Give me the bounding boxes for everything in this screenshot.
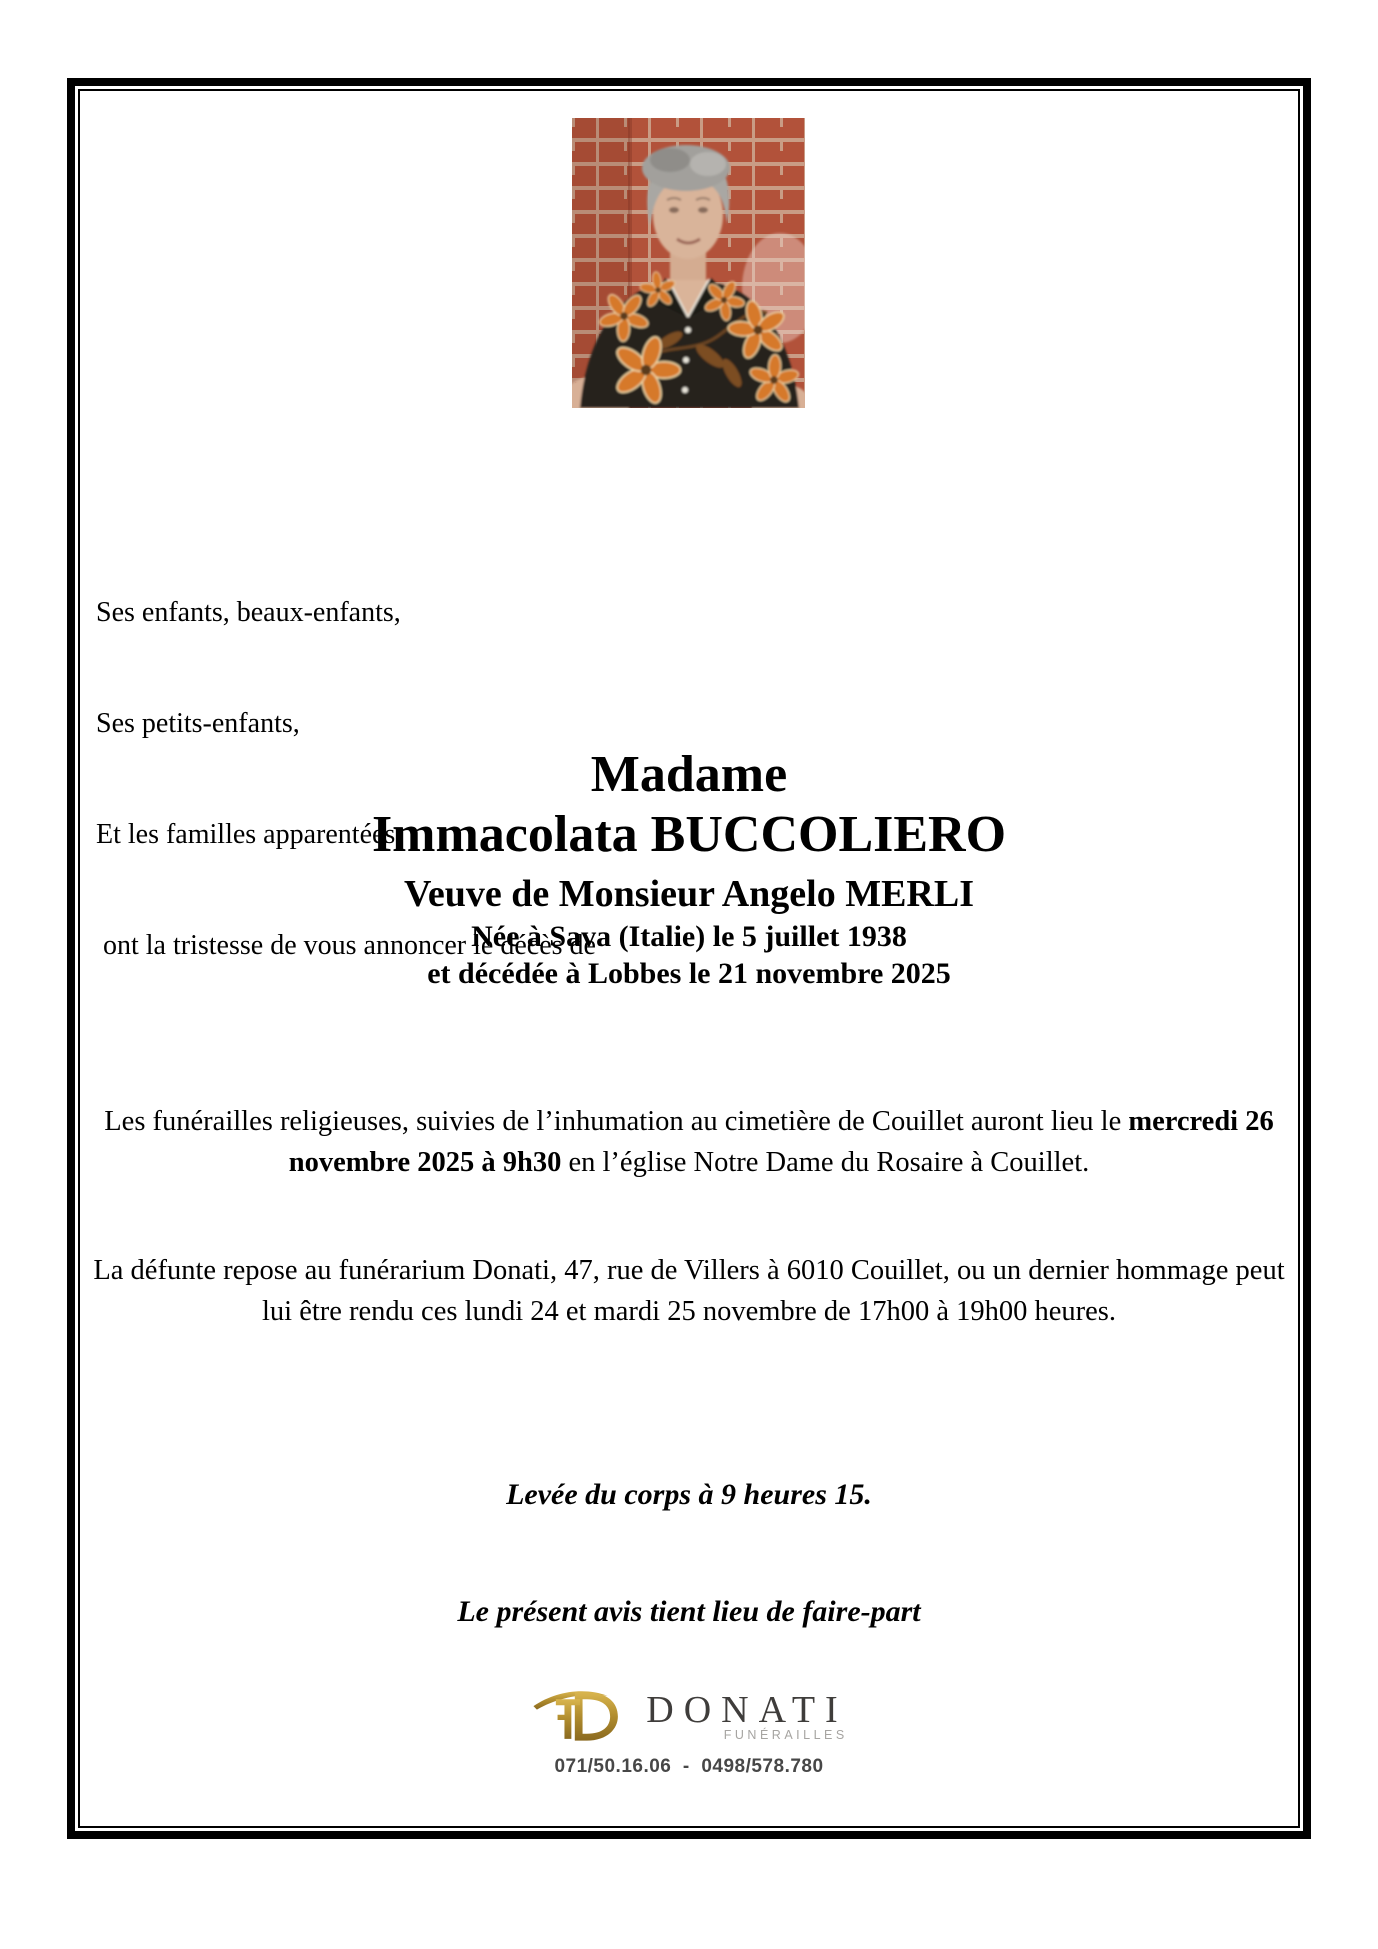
intro-line: Ses petits-enfants,	[96, 708, 300, 739]
donati-monogram-icon	[530, 1682, 642, 1751]
intro-line: Ses enfants, beaux-enfants,	[96, 597, 401, 628]
funeral-line-before: Les funérailles religieuses, suivies de l’inhumation au cimetière de Couillet auront lieu le	[104, 1106, 1129, 1137]
funeral-home-phones: 071/50.16.06 - 0498/578.780	[554, 1756, 824, 1777]
intro-line: ont la tristesse de vous annoncer le décès de	[96, 930, 596, 961]
funeral-line-after: en l’église Notre Dame du Rosaire à Couillet.	[561, 1147, 1090, 1178]
portrait-illustration	[572, 118, 805, 408]
deceased-name: Immacolata BUCCOLIERO	[371, 806, 1007, 863]
widow-line: Veuve de Monsieur Angelo MERLI	[403, 873, 975, 915]
funeral-home-logo	[81, 1682, 1297, 1778]
logo-row	[530, 1682, 847, 1751]
levee-du-corps-note: Levée du corps à 9 heures 15.	[506, 1478, 872, 1511]
funeral-datetime: mercredi 26 novembre 2025 à 9h30	[288, 1106, 1274, 1178]
logo-text	[646, 1690, 847, 1743]
faire-part-note: Le présent avis tient lieu de faire-part	[457, 1595, 921, 1628]
funeral-details-paragraph	[84, 1101, 1294, 1183]
repose-paragraph: La défunte repose au funérarium Donati, 47, rue de Villers à 6010 Couillet, ou un dernier hommage peut lui être rendu ces lundi 24 et mardi 25 novembre de 17h00 à 19h00 heures.	[93, 1255, 1285, 1327]
intro-line: Et les familles apparentées,	[96, 819, 403, 850]
deceased-portrait-photo	[572, 118, 805, 408]
deceased-title: Madame	[590, 746, 788, 803]
birth-line: Née à Sava (Italie) le 5 juillet 1938	[471, 920, 907, 953]
death-line: et décédée à Lobbes le 21 novembre 2025	[427, 957, 951, 990]
funeral-home-subtitle: FUNÉRAILLES	[723, 1728, 848, 1742]
funeral-home-name: DONATI	[646, 1689, 848, 1731]
